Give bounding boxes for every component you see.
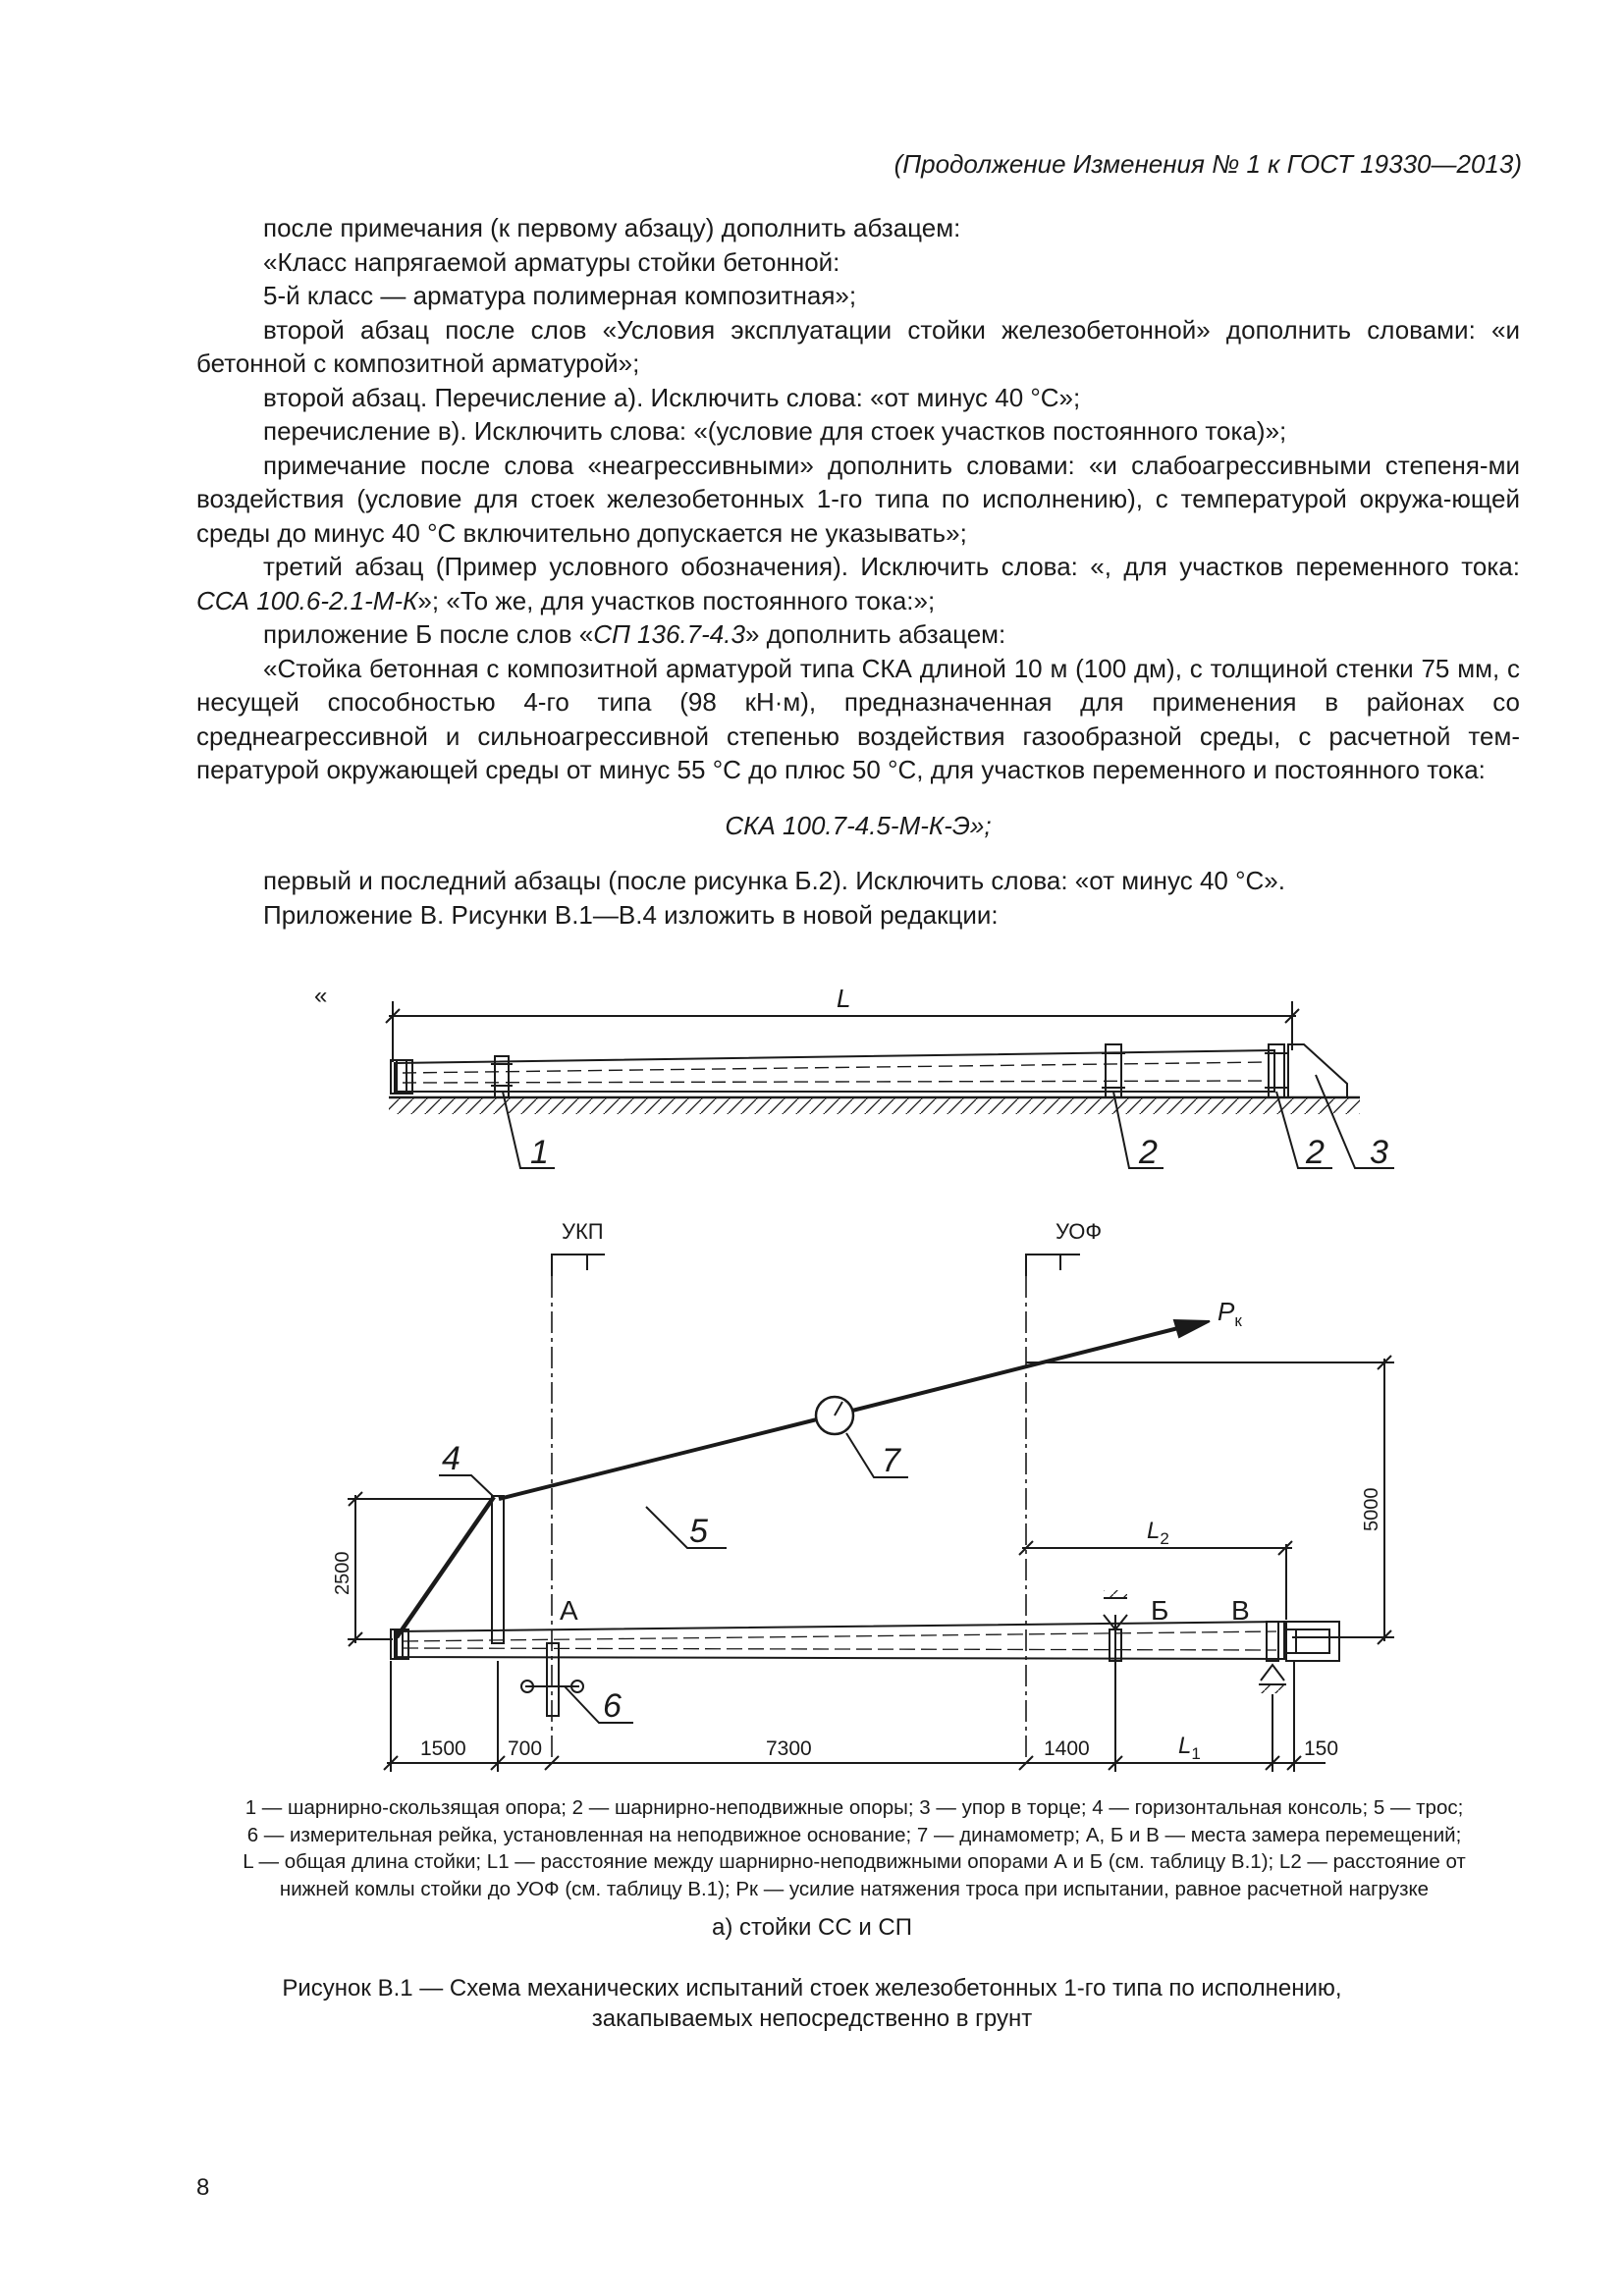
paragraph: первый и последний абзацы (после рисунка Б.2). Исключить слова: «от минус 40 °С». — [263, 866, 1285, 895]
callouts-main — [439, 1433, 908, 1725]
figure-caption-line: Рисунок В.1 — Схема механических испытаний стоек железобетонных 1-го типа по исполнению, — [282, 1975, 1342, 2002]
dim-150: 150 — [1304, 1737, 1339, 1760]
point-v: В — [1231, 1595, 1250, 1626]
ukp-line — [552, 1219, 605, 1759]
paragraph: второй абзац после слов «Условия эксплуатации стойки железобетонной» дополнить словами: «и бетонной с композитной арматурой»; — [196, 314, 1520, 378]
figure-legend — [187, 1794, 1522, 1902]
dim-2500 — [332, 1492, 494, 1646]
text-run: » дополнить абзацем: — [744, 619, 1006, 649]
paragraph: после примечания (к первому абзацу) дополнить абзацем: — [263, 213, 961, 242]
paragraph: «Стойка бетонная с композитной арматурой типа СКА длиной 10 м (100 дм), с толщиной стенки 75 мм, с несущей способностью 4-го типа (98 кН·м), предназначенная для применения в районах со среднеагрессивной и сильноагрессивной степенью воздействия газообразной среды, с расчетной тем-пературой окружающей среды от минус 55 °С до плюс 50 °С, для участков переменного и постоянного тока: — [196, 653, 1520, 784]
open-quote: « — [314, 983, 328, 1009]
dim-5000 — [1026, 1356, 1394, 1644]
callout-3: 3 — [1370, 1134, 1388, 1171]
console — [397, 1496, 504, 1643]
point-b: Б — [1151, 1595, 1169, 1626]
legend-line: 1 — шарнирно-скользящая опора; 2 — шарнирно-неподвижные опоры; 3 — упор в торце; 4 — горизонтальная консоль; 5 — трос; — [244, 1796, 1464, 1819]
text-run: третий абзац (Пример условного обозначения). Исключить слова: «, для участков переменного тока: — [263, 552, 1520, 581]
ground — [389, 1097, 1360, 1114]
paragraph: перечисление в). Исключить слова: «(условие для стоек участков постоянного тока)»; — [263, 416, 1287, 446]
dim-L2-label: $L_2$ — [1147, 1518, 1169, 1548]
paragraph: второй абзац. Перечисление а). Исключить слова: «от минус 40 °С»; — [263, 382, 1081, 412]
text-run: »; «То же, для участков постоянного тока:»; — [417, 585, 936, 615]
ukp-label: УКП — [562, 1219, 604, 1244]
dim-L1-label: $L_1$ — [1178, 1733, 1201, 1763]
pk-label: $P_к$ — [1218, 1297, 1242, 1330]
text-run: приложение Б после слов « — [263, 619, 594, 649]
dim-5000-label: 5000 — [1361, 1487, 1382, 1531]
pole-top — [391, 1044, 1347, 1097]
designation-code: ССА 100.6-2.1-М-К — [196, 585, 418, 615]
uof-line — [1026, 1219, 1102, 1759]
dimension-L — [386, 984, 1299, 1062]
dim-2500-label: 2500 — [332, 1551, 353, 1595]
callout-6: 6 — [603, 1687, 622, 1725]
callouts-top — [503, 1075, 1394, 1171]
paragraph: 5-й класс — арматура полимерная композитная»; — [263, 281, 857, 310]
designation-code: СП 136.7-4.3 — [593, 619, 745, 649]
figure-caption-line: закапываемых непосредственно в грунт — [591, 2005, 1033, 2032]
dim-1500: 1500 — [420, 1737, 466, 1760]
paragraph: Приложение В. Рисунки В.1—В.4 изложить в новой редакции: — [263, 899, 999, 930]
callout-7: 7 — [882, 1442, 900, 1479]
dim-chain — [384, 1661, 1338, 1772]
legend-line: 6 — измерительная рейка, установленная на неподвижное основание; 7 — динамометр; А, Б и В — места замера перемещений; — [246, 1823, 1462, 1846]
uof-label: УОФ — [1056, 1219, 1103, 1244]
designation-example: СКА 100.7-4.5-М-К-Э»; — [725, 810, 992, 840]
paragraph: «Класс напрягаемой арматуры стойки бетонной: — [263, 246, 840, 277]
callout-5: 5 — [689, 1513, 708, 1550]
legend-line: L — общая длина стойки; L1 — расстояние между шарнирно-неподвижными опорами А и Б (см. таблицу В.1); L2 — расстояние от — [243, 1850, 1466, 1873]
support-v — [1259, 1622, 1286, 1693]
callout-4: 4 — [442, 1440, 460, 1477]
dim-700: 700 — [508, 1737, 543, 1760]
pole-main — [391, 1622, 1339, 1661]
cable — [499, 1297, 1242, 1499]
dim-L-label: L — [837, 984, 851, 1013]
running-header: (Продолжение Изменения № 1 к ГОСТ 19330—2013) — [893, 149, 1522, 179]
callout-1: 1 — [530, 1134, 549, 1171]
callout-2: 2 — [1139, 1134, 1158, 1171]
dim-1400: 1400 — [1044, 1737, 1090, 1760]
legend-line: нижней комлы стойки до УОФ (см. таблицу В.1); Pк — усилие натяжения троса при испытании, равное расчетной нагрузке — [279, 1877, 1430, 1900]
callout-2b: 2 — [1306, 1134, 1325, 1171]
support-b — [1104, 1590, 1127, 1663]
figure-caption — [0, 1973, 1624, 2034]
figure-subcaption: а) стойки СС и СП — [711, 1914, 913, 1941]
point-a: А — [560, 1595, 578, 1626]
page-number: 8 — [196, 2174, 210, 2201]
dim-7300: 7300 — [766, 1737, 812, 1760]
paragraph: примечание после слова «неагрессивными» дополнить словами: «и слабоагрессивными степеня-ми воздействия (условие для стоек железобетонных 1-го типа по исполнению), с температурой окружа-ющей среды до минус 40 °С включительно допускается не указывать»; — [196, 450, 1520, 548]
